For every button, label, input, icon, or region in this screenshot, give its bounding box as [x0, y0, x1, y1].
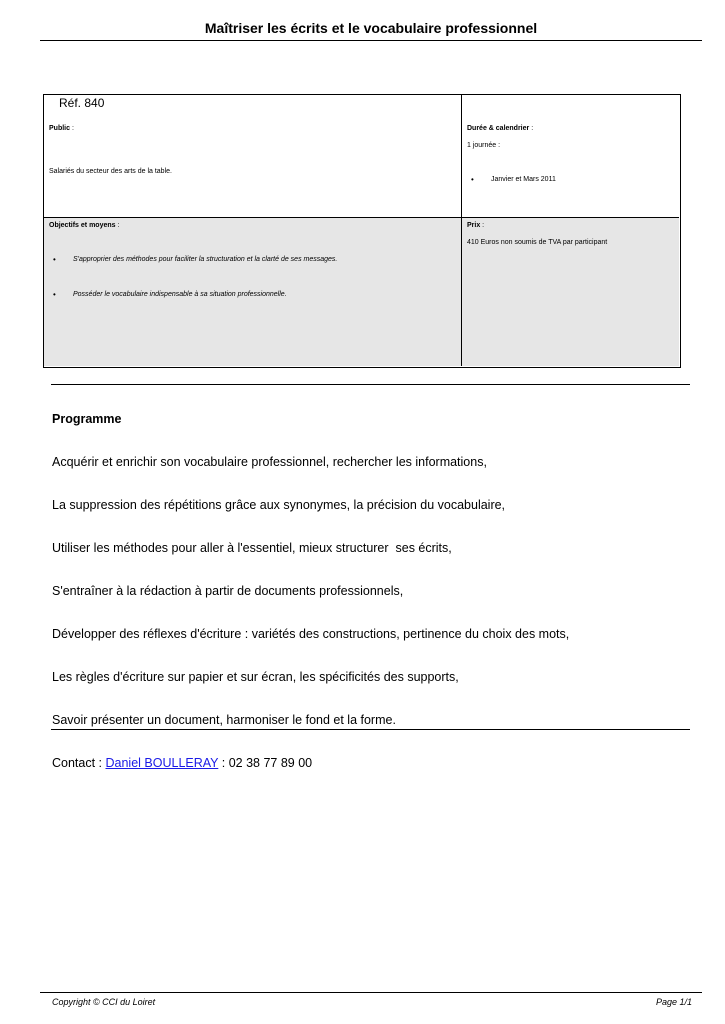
reference-number: Réf. 840 — [59, 96, 105, 110]
document-title: Maîtriser les écrits et le vocabulaire professionnel — [204, 20, 538, 36]
objectif-item: S'approprier des méthodes pour faciliter la structuration et la clarté de ses messages. — [73, 256, 338, 263]
public-text: Salariés du secteur des arts de la table. — [49, 168, 172, 175]
section-divider — [51, 384, 690, 385]
programme-end-divider — [51, 729, 690, 730]
duree-date-item: Janvier et Mars 2011 — [491, 176, 556, 183]
bullet-icon: • — [471, 175, 474, 184]
programme-item: Utiliser les méthodes pour aller à l'essentiel, mieux structurer ses écrits, — [52, 541, 452, 555]
prix-label: Prix : — [467, 222, 485, 229]
objectifs-cell — [44, 218, 462, 366]
programme-item: Savoir présenter un document, harmoniser le fond et la forme. — [52, 713, 396, 727]
duree-cell — [462, 95, 679, 218]
ref-public-cell — [44, 95, 462, 218]
objectifs-label: Objectifs et moyens : — [49, 222, 120, 229]
objectif-item: Posséder le vocabulaire indispensable à sa situation professionnelle. — [73, 291, 287, 298]
contact-line — [52, 756, 312, 770]
prix-text: 410 Euros non soumis de TVA par participant — [467, 239, 608, 246]
footer-page-number: Page 1/1 — [655, 997, 692, 1007]
public-label: Public : — [49, 125, 74, 132]
footer-copyright: Copyright © CCI du Loiret — [52, 997, 156, 1007]
bullet-icon: • — [53, 255, 56, 264]
duree-duration: 1 journée : — [467, 142, 501, 149]
duree-label: Durée & calendrier : — [467, 125, 534, 132]
programme-title: Programme — [52, 412, 122, 426]
programme-item: La suppression des répétitions grâce aux synonymes, la précision du vocabulaire, — [52, 498, 506, 512]
programme-item: Développer des réflexes d'écriture : variétés des constructions, pertinence du choix des mots, — [52, 627, 570, 641]
title-divider — [40, 40, 702, 41]
programme-item: Les règles d'écriture sur papier et sur écran, les spécificités des supports, — [52, 670, 459, 684]
bullet-icon: • — [53, 290, 56, 299]
prix-cell — [462, 218, 679, 366]
programme-item: S'entraîner à la rédaction à partir de documents professionnels, — [52, 584, 404, 598]
contact-prefix: Contact : — [52, 756, 106, 770]
footer-divider — [40, 992, 702, 993]
info-table — [43, 94, 681, 368]
programme-item: Acquérir et enrichir son vocabulaire professionnel, rechercher les informations, — [52, 455, 487, 469]
contact-phone: : 02 38 77 89 00 — [218, 756, 313, 770]
contact-name-link[interactable]: Daniel BOULLERAY — [105, 756, 219, 770]
